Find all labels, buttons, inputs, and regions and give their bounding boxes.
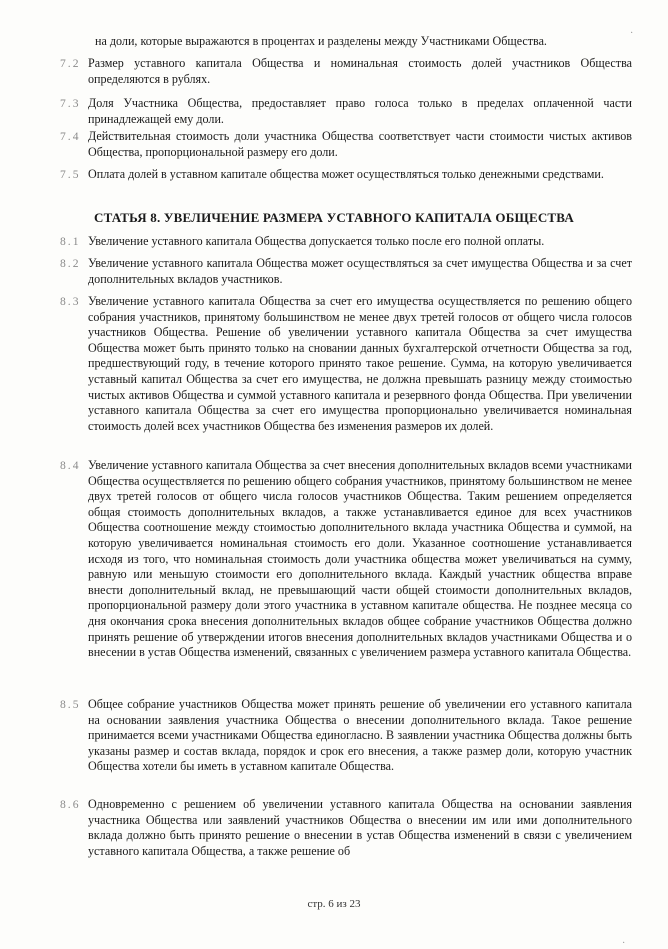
scan-speck: · bbox=[622, 938, 626, 949]
clause-number: 8.3 bbox=[60, 295, 81, 308]
page-number: стр. 6 из 23 bbox=[307, 898, 361, 910]
clause-number: 8.1 bbox=[60, 235, 81, 248]
clause-text: Размер уставного капитала Общества и номинальная стоимость долей участников Общества определяются в рублях. bbox=[88, 56, 632, 86]
clause-8-5 bbox=[60, 697, 632, 775]
clause-8-4 bbox=[60, 458, 632, 661]
clause-text: Увеличение уставного капитала Общества допускается только после его полной оплаты. bbox=[88, 234, 545, 248]
clause-number: 7.2 bbox=[60, 57, 81, 70]
clause-7-2 bbox=[60, 56, 632, 87]
clause-8-1 bbox=[60, 234, 632, 250]
clause-7-3 bbox=[60, 96, 632, 127]
clause-8-6 bbox=[60, 797, 632, 859]
scan-speck: · bbox=[630, 28, 634, 39]
clause-text: Увеличение уставного капитала Общества за счет его имущества осуществляется по решению общего собрания участников, принятому большинством не менее двух третей голосов от общего числа голосов участников Общества. Решение об увеличении уставного капитала Общества за счет имущества Общества может быть принято только на сновании данных бухгалтерской отчетности Общества за год, предшествующий году, в течение которого принято такое решение. Сумма, на которую увеличивается уставный капитал Общества за счет его имущества, не должна превышать разницу между стоимостью чистых активов Общества и суммой уставного капитала и резервного фонда Общества. При увеличении уставного капитала Общества за счет его имущества пропорционально увеличивается номинальная стоимость долей всех участников Общества без изменения размеров их долей. bbox=[88, 294, 632, 433]
clause-text: Общее собрание участников Общества может принять решение об увеличении его уставного капитала на основании заявления участника Общества о внесении дополнительного вклада. Такое решение принимается всеми участниками Общества единогласно. В заявлении участника Общества должны быть указаны размер и состав вклада, порядок и срок его внесения, а также размер доли, которую участник Общества хотели бы иметь в уставном капитале Общества. bbox=[88, 697, 632, 774]
clause-number: 8.5 bbox=[60, 698, 81, 711]
clause-number: 8.4 bbox=[60, 459, 81, 472]
article-heading: СТАТЬЯ 8. УВЕЛИЧЕНИЕ РАЗМЕРА УСТАВНОГО КАПИТАЛА ОБЩЕСТВА bbox=[94, 210, 574, 225]
continuation-text: на доли, которые выражаются в процентах и разделены между Участниками Общества. bbox=[95, 34, 547, 48]
clause-number: 8.6 bbox=[60, 798, 81, 811]
clause-number: 7.4 bbox=[60, 130, 81, 143]
clause-text: Одновременно с решением об увеличении уставного капитала Общества на основании заявления участника Общества или заявлений участников Общества о внесении им или ими дополнительного вклада должно быть принято решение о внесении в устав Общества изменений в связи с увеличением уставного капитала Общества, а также решение об bbox=[88, 797, 632, 858]
clause-7-5 bbox=[60, 167, 632, 183]
clause-number: 7.5 bbox=[60, 168, 81, 181]
clause-text: Увеличение уставного капитала Общества за счет внесения дополнительных вкладов всеми участниками Общества осуществляется по решению общего собрания участников, принятому большинством не менее двух третей голосов от общего числа голосов участников Общества. Таким решением определяется общая стоимость дополнительных вкладов, а также устанавливается единое для всех участников Общества соотношение между стоимостью дополнительного вклада участника Общества и суммой, на которую увеличивается номинальная стоимость его доли. Указанное соотношение устанавливается исходя из того, что номинальная стоимость доли участника общества может увеличиваться на сумму, равную или меньшую стоимости его дополнительного вклада. Каждый участник общества вправе внести дополнительный вклад, не превышающий части общей стоимости дополнительных вкладов, пропорциональной размеру доли этого участника в уставном капитале общества. Не позднее месяца со дня окончания срока внесения дополнительных вкладов общее собрание участников Общества должно принять решение об утверждении итогов внесения дополнительных вкладов участниками Общества и о внесении в устав Общества изменений, связанных с увеличением размера уставного капитала Общества. bbox=[88, 458, 632, 660]
clause-text: Действительная стоимость доли участника Общества соответствует части стоимости чистых активов Общества, пропорциональной размеру его доли. bbox=[88, 129, 632, 159]
clause-text: Оплата долей в уставном капитале общества может осуществляться только денежными средствами. bbox=[88, 167, 604, 181]
clause-number: 8.2 bbox=[60, 257, 81, 270]
clause-8-3 bbox=[60, 294, 632, 434]
clause-text: Увеличение уставного капитала Общества может осуществляться за счет имущества Общества и за счет дополнительных вкладов участников. bbox=[88, 256, 632, 286]
clause-number: 7.3 bbox=[60, 97, 81, 110]
clause-text: Доля Участника Общества, предоставляет право голоса только в пределах оплаченной части принадлежащей ему доли. bbox=[88, 96, 632, 126]
clause-7-4 bbox=[60, 129, 632, 160]
clause-8-2 bbox=[60, 256, 632, 287]
